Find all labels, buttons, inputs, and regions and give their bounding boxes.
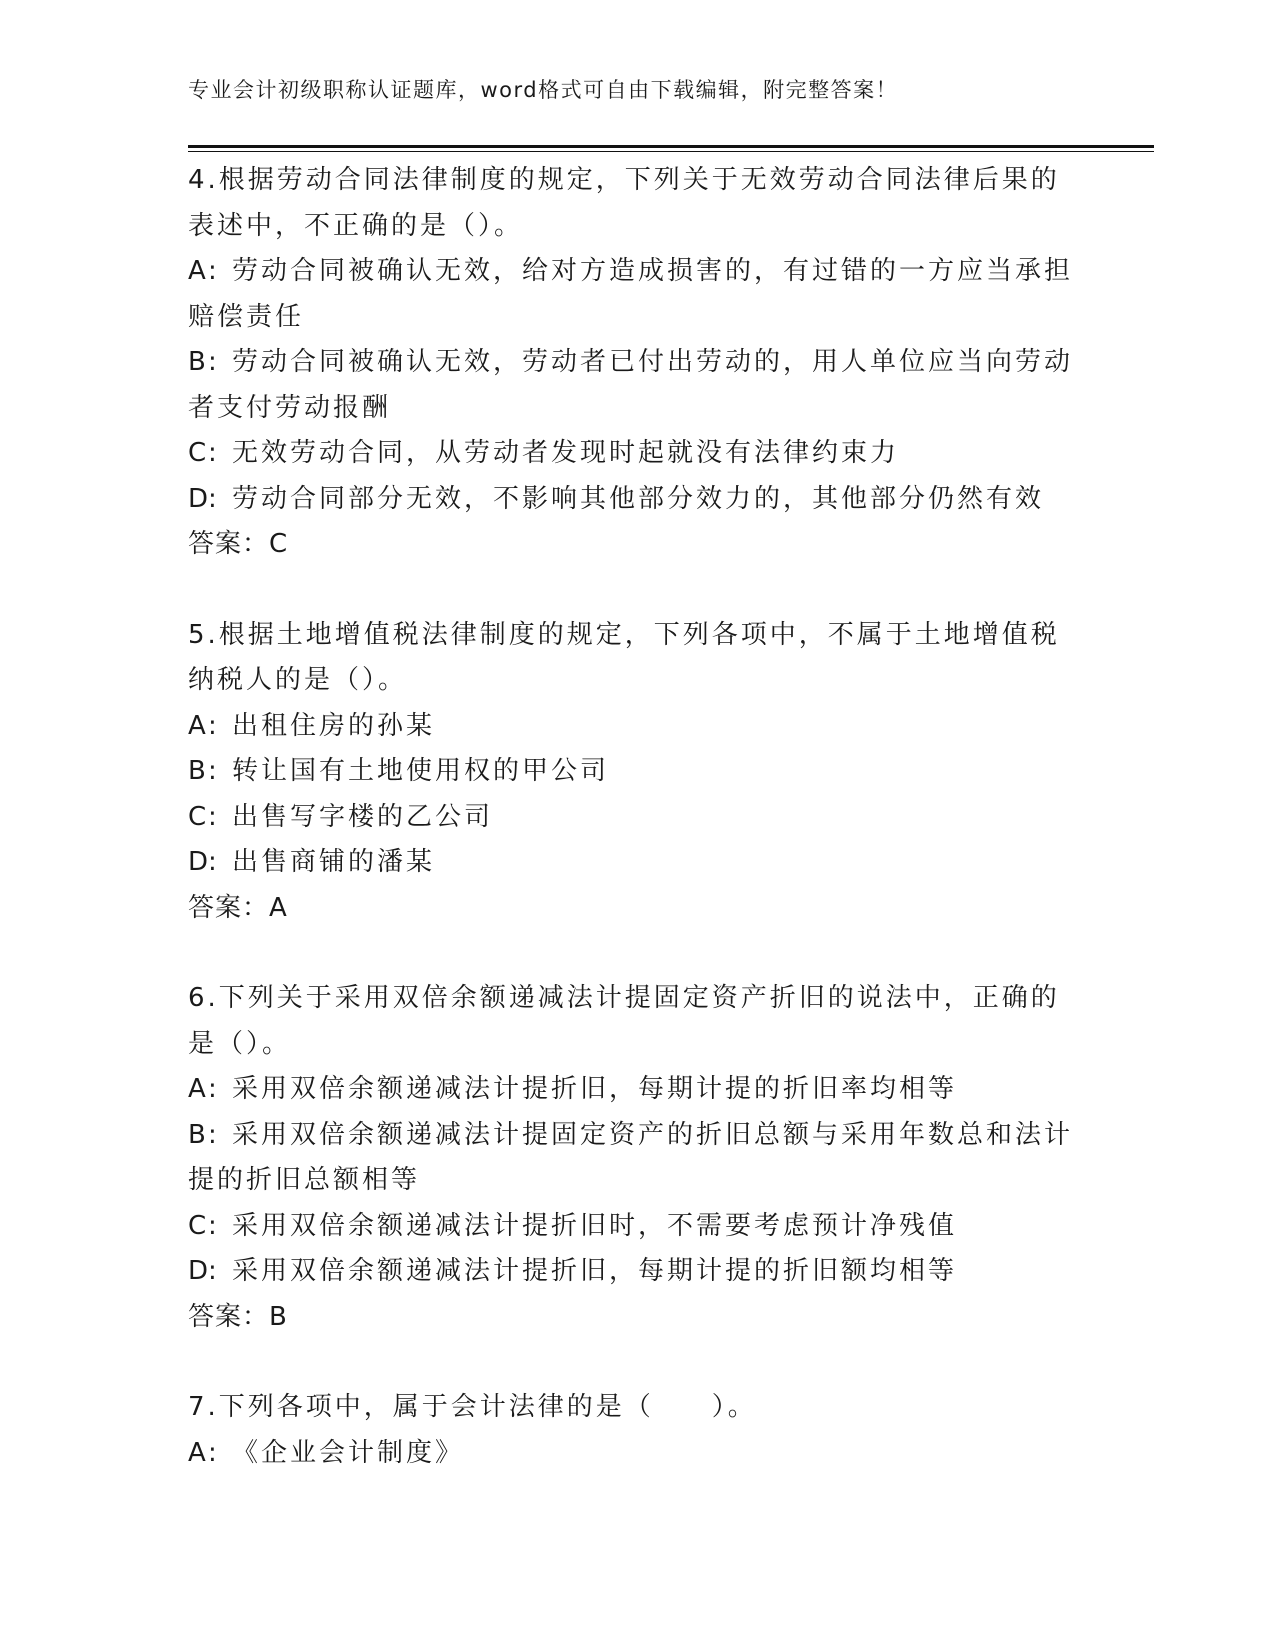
option-colon: : [208, 1210, 220, 1241]
option-line [188, 249, 1088, 295]
option-line [188, 295, 1088, 341]
option-line [188, 340, 1088, 386]
option-text: 采用双倍余额递减法计提折旧，每期计提的折旧额均相等 [232, 1256, 958, 1286]
option-colon: : [208, 710, 220, 741]
option-text: 无效劳动合同，从劳动者发现时起就没有法律约束力 [232, 438, 900, 468]
option-line [188, 386, 1088, 432]
question-block [188, 976, 1088, 1340]
option-text: 赔偿责任 [188, 301, 305, 332]
answer-value: C [269, 529, 289, 559]
option-line [188, 477, 1088, 523]
header-rule-thick [188, 145, 1154, 148]
option-text: 采用双倍余额递减法计提固定资产的折旧总额与采用年数总和法计 [232, 1119, 1074, 1150]
header-rule-thin [188, 151, 1154, 152]
page-header: 专业会计初级职称认证题库，word格式可自由下载编辑，附完整答案！ [188, 78, 899, 102]
option-text: 劳动合同被确认无效，劳动者已付出劳动的，用人单位应当向劳动 [232, 347, 1074, 377]
option-line [188, 1067, 1088, 1113]
option-line [188, 1113, 1088, 1159]
option-letter: D [188, 847, 212, 877]
option-text: 出租住房的孙某 [232, 710, 436, 741]
option-letter: A [188, 256, 209, 286]
option-colon: : [208, 483, 220, 514]
question-stem-line: 4.根据劳动合同法律制度的规定，下列关于无效劳动合同法律后果的 [188, 165, 1060, 195]
option-letter: B [188, 756, 209, 786]
question-stem-line: 纳税人的是（）。 [188, 665, 408, 695]
option-text: 提的折旧总额相等 [188, 1165, 421, 1195]
option-text: 采用双倍余额递减法计提折旧时，不需要考虑预计净残值 [232, 1210, 958, 1241]
answer-value: B [269, 1301, 288, 1332]
option-colon: : [208, 1437, 220, 1468]
option-letter: D [188, 1256, 212, 1286]
answer-line [188, 522, 1088, 568]
option-line [188, 1158, 1088, 1204]
answer-line [188, 886, 1088, 932]
option-colon: : [208, 1256, 220, 1286]
option-text: 出售写字楼的乙公司 [232, 801, 494, 832]
option-letter: A [188, 710, 209, 741]
option-line [188, 704, 1088, 750]
option-colon: : [208, 438, 220, 468]
option-line [188, 1249, 1088, 1295]
question-stem-line: 是（）。 [188, 1028, 292, 1059]
option-letter: A [188, 1437, 209, 1468]
answer-label: 答案： [188, 1301, 270, 1332]
answer-label: 答案： [188, 892, 270, 923]
option-line [188, 749, 1088, 795]
option-text: 劳动合同被确认无效，给对方造成损害的，有过错的一方应当承担 [232, 256, 1074, 286]
question-block [188, 158, 1088, 568]
option-letter: C [188, 438, 210, 468]
option-text: 采用双倍余额递减法计提折旧，每期计提的折旧率均相等 [232, 1074, 958, 1104]
option-colon: : [208, 847, 220, 877]
option-letter: B [188, 347, 209, 377]
option-colon: : [208, 256, 220, 286]
option-line [188, 1431, 1088, 1477]
option-colon: : [208, 1074, 220, 1104]
question-block [188, 613, 1088, 932]
option-text: 出售商铺的潘某 [232, 847, 436, 877]
option-letter: C [188, 1210, 210, 1241]
option-letter: C [188, 801, 210, 832]
option-line [188, 840, 1088, 886]
option-text: 劳动合同部分无效，不影响其他部分效力的，其他部分仍然有效 [232, 483, 1045, 514]
option-colon: : [208, 347, 220, 377]
option-line [188, 795, 1088, 841]
answer-value: A [269, 892, 288, 923]
option-letter: B [188, 1119, 209, 1150]
option-text: 《企业会计制度》 [232, 1437, 465, 1468]
option-letter: A [188, 1074, 209, 1104]
question-stem-line: 5.根据土地增值税法律制度的规定，下列各项中，不属于土地增值税 [188, 619, 1060, 650]
option-colon: : [208, 801, 220, 832]
question-list [188, 158, 1088, 1521]
question-stem-line: 7.下列各项中，属于会计法律的是（ ）。 [188, 1392, 757, 1422]
option-text: 转让国有土地使用权的甲公司 [232, 756, 610, 786]
question-stem-line: 6.下列关于采用双倍余额递减法计提固定资产折旧的说法中，正确的 [188, 983, 1060, 1013]
option-text: 者支付劳动报酬 [188, 392, 392, 423]
option-line [188, 1204, 1088, 1250]
option-colon: : [208, 756, 220, 786]
answer-label: 答案： [188, 529, 270, 559]
option-colon: : [208, 1119, 220, 1150]
question-stem-line: 表述中，不正确的是（）。 [188, 210, 524, 241]
answer-line [188, 1295, 1088, 1341]
option-letter: D [188, 483, 212, 514]
question-block [188, 1385, 1088, 1476]
option-line [188, 431, 1088, 477]
